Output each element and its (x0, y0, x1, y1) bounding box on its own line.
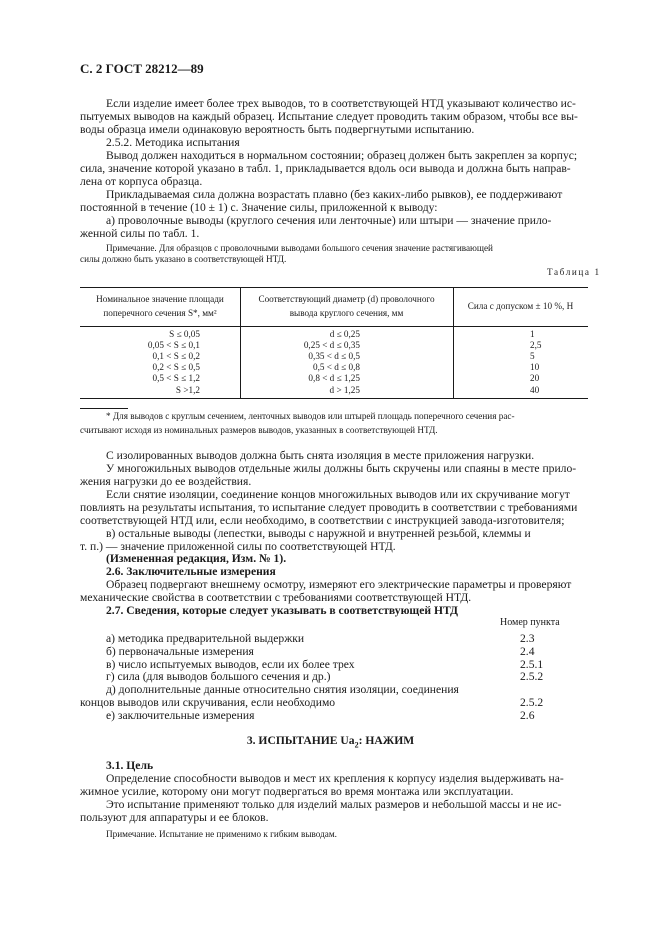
text-line: У многожильных выводов отдельные жилы должны быть скручены или спаяны в месте прило- (106, 462, 577, 475)
section-3-title (0, 734, 661, 751)
subsection-heading: 2.5.2. Методика испытания (106, 136, 240, 149)
section-heading-3-1: 3.1. Цель (106, 759, 154, 772)
section-heading-2-7: 2.7. Сведения, которые следует указывать в соответствующей НТД (106, 604, 458, 617)
text-line: Это испытание применяют только для изделий малых размеров и небольшой массы и не ис- (106, 798, 562, 811)
text-line: сила, значение которой указано в табл. 1, прикладывается вдоль оси вывода и должна быть направ- (80, 162, 571, 175)
table-rule-bottom (80, 398, 588, 399)
table-cell-area: 0,5 < S ≤ 1,2 (152, 373, 200, 383)
table-cell-diameter: 0,8 < d ≤ 1,25 (308, 373, 360, 383)
text-line: а) проволочные выводы (круглого сечения или ленточные) или штыри — значение прило- (106, 214, 552, 227)
table-cell-diameter: 0,5 < d ≤ 0,8 (313, 362, 360, 372)
header-line: Соответствующий диаметр (d) проволочного (258, 294, 435, 304)
amendment-note: (Измененная редакция, Изм. № 1). (106, 552, 287, 565)
table-cell-area: 0,2 < S ≤ 0,5 (152, 362, 200, 372)
text-line: воды образца имели одинаковую вероятность быть подвергнутыми испытанию. (80, 123, 475, 136)
text-line: пользуют для аппаратуры и ее блоков. (80, 811, 269, 824)
note-line: Примечание. Испытание не применимо к гибким выводам. (106, 829, 337, 839)
text-line: Образец подвергают внешнему осмотру, измеряют его электрические параметры и проверяют (106, 578, 572, 591)
header-line: вывода круглого сечения, мм (289, 308, 404, 318)
list-item-number: 2.6 (520, 709, 535, 722)
table-cell-force: 20 (530, 373, 540, 383)
table-header-force (453, 301, 588, 312)
text-line: женной силы по табл. 1. (80, 227, 200, 240)
text-line: механические свойства в соответствии с требованиями соответствующей НТД. (80, 591, 472, 604)
note-line: Примечание. Для образцов с проволочными выводами большого сечения значение растягивающей (106, 243, 493, 253)
text-line: Если снятие изоляции, соединение концов многожильных выводов или их скручивание могут (106, 488, 570, 501)
section-heading-2-6: 2.6. Заключительные измерения (106, 565, 276, 578)
list-item-number: 2.4 (520, 645, 535, 658)
section-3-title-main: 3. ИСПЫТАНИЕ Ua (246, 734, 355, 747)
table-cell-area: S ≤ 0,05 (169, 329, 200, 339)
list-item-number: 2.5.2 (520, 670, 544, 683)
footnote-rule (80, 408, 128, 409)
text-line: соответствующей НТД или, если необходимо, в соответствии с инструкцией завода-изготовителя; (80, 514, 565, 527)
list-item-number: 2.5.1 (520, 658, 544, 671)
text-line: пытуемых выводов на каждый образец. Испытание следует проводить таким образом, чтобы все вы- (80, 110, 578, 123)
table-cell-area: 0,1 < S ≤ 0,2 (152, 351, 200, 361)
list-item-text: г) сила (для выводов большого сечения и др.) (106, 670, 331, 683)
table-header-area (80, 294, 240, 319)
list-item-text: концов выводов или скручивания, если необходимо (80, 696, 336, 709)
table-caption: Таблица 1 (547, 267, 601, 277)
table-cell-force: 40 (530, 385, 540, 395)
table-rule-top (80, 287, 588, 288)
footnote-line: считывают исходя из номинальных размеров выводов, указанных в соответствующей НТД. (80, 425, 438, 435)
list-item-number: 2.3 (520, 632, 535, 645)
text-line: жимное усилие, которому они могут подвергаться во время монтажа или эксплуатации. (80, 785, 514, 798)
page-header: С. 2 ГОСТ 28212—89 (80, 61, 204, 76)
table-cell-force: 2,5 (530, 340, 542, 350)
table-header-diameter (240, 294, 453, 319)
table-cell-force: 1 (530, 329, 535, 339)
table-cell-diameter: 0,35 < d ≤ 0,5 (308, 351, 360, 361)
list-item-text: в) число испытуемых выводов, если их более трех (106, 658, 355, 671)
list-item-text: е) заключительные измерения (106, 709, 255, 722)
table-cell-area: S >1,2 (175, 385, 200, 395)
list-item-text: б) первоначальные измерения (106, 645, 254, 658)
table-cell-area: 0,05 < S ≤ 0,1 (147, 340, 200, 350)
text-line: С изолированных выводов должна быть снята изоляция в месте приложения нагрузки. (106, 449, 535, 462)
text-line: лена от корпуса образца. (80, 175, 203, 188)
text-line: Определение способности выводов и мест их крепления к корпусу изделия выдерживать на- (106, 772, 564, 785)
text-line: постоянной в течение (10 ± 1) с. Значение силы, приложенной к выводу: (80, 201, 438, 214)
list-item-number: 2.5.2 (520, 696, 544, 709)
header-line: Номинальное значение площади (96, 294, 224, 304)
section-3-title-subscript: 2 (354, 740, 359, 750)
table-cell-diameter: d ≤ 0,25 (329, 329, 360, 339)
note-line: силы должно быть указано в соответствующей НТД. (80, 254, 287, 264)
text-line: Вывод должен находиться в нормальном состоянии; образец должен быть закреплен за корпус; (106, 149, 578, 162)
section-3-title-end: : НАЖИМ (358, 734, 415, 747)
table-cell-force: 5 (530, 351, 535, 361)
table-rule-header (80, 326, 588, 327)
text-line: жения нагрузки до ее воздействия. (80, 475, 252, 488)
list-item-text: д) дополнительные данные относительно снятия изоляции, соединения (106, 683, 459, 696)
table-cell-force: 10 (530, 362, 540, 372)
list-item-text: а) методика предварительной выдержки (106, 632, 305, 645)
text-line: повлиять на результаты испытания, то испытание следует проводить в соответствии с требованиями (80, 501, 578, 514)
header-line: Сила с допуском ± 10 %, Н (467, 301, 574, 311)
header-line: поперечного сечения S*, мм² (103, 308, 217, 318)
text-line: т. п.) — значение приложенной силы по соответствующей НТД. (80, 540, 396, 553)
footnote-line: * Для выводов с круглым сечением, ленточных выводов или штырей площадь поперечного сечения рас- (106, 411, 515, 421)
text-line: Если изделие имеет более трех выводов, то в соответствующей НТД указывают количество ис- (106, 97, 576, 110)
table-cell-diameter: d > 1,25 (329, 385, 360, 395)
text-line: Прикладываемая сила должна возрастать плавно (без каких-либо рывков), ее поддерживают (106, 188, 563, 201)
text-line: в) остальные выводы (лепестки, выводы с наружной и внутренней резьбой, клеммы и (106, 527, 531, 540)
list-column-header: Номер пункта (500, 617, 560, 628)
table-cell-diameter: 0,25 < d ≤ 0,35 (303, 340, 360, 350)
